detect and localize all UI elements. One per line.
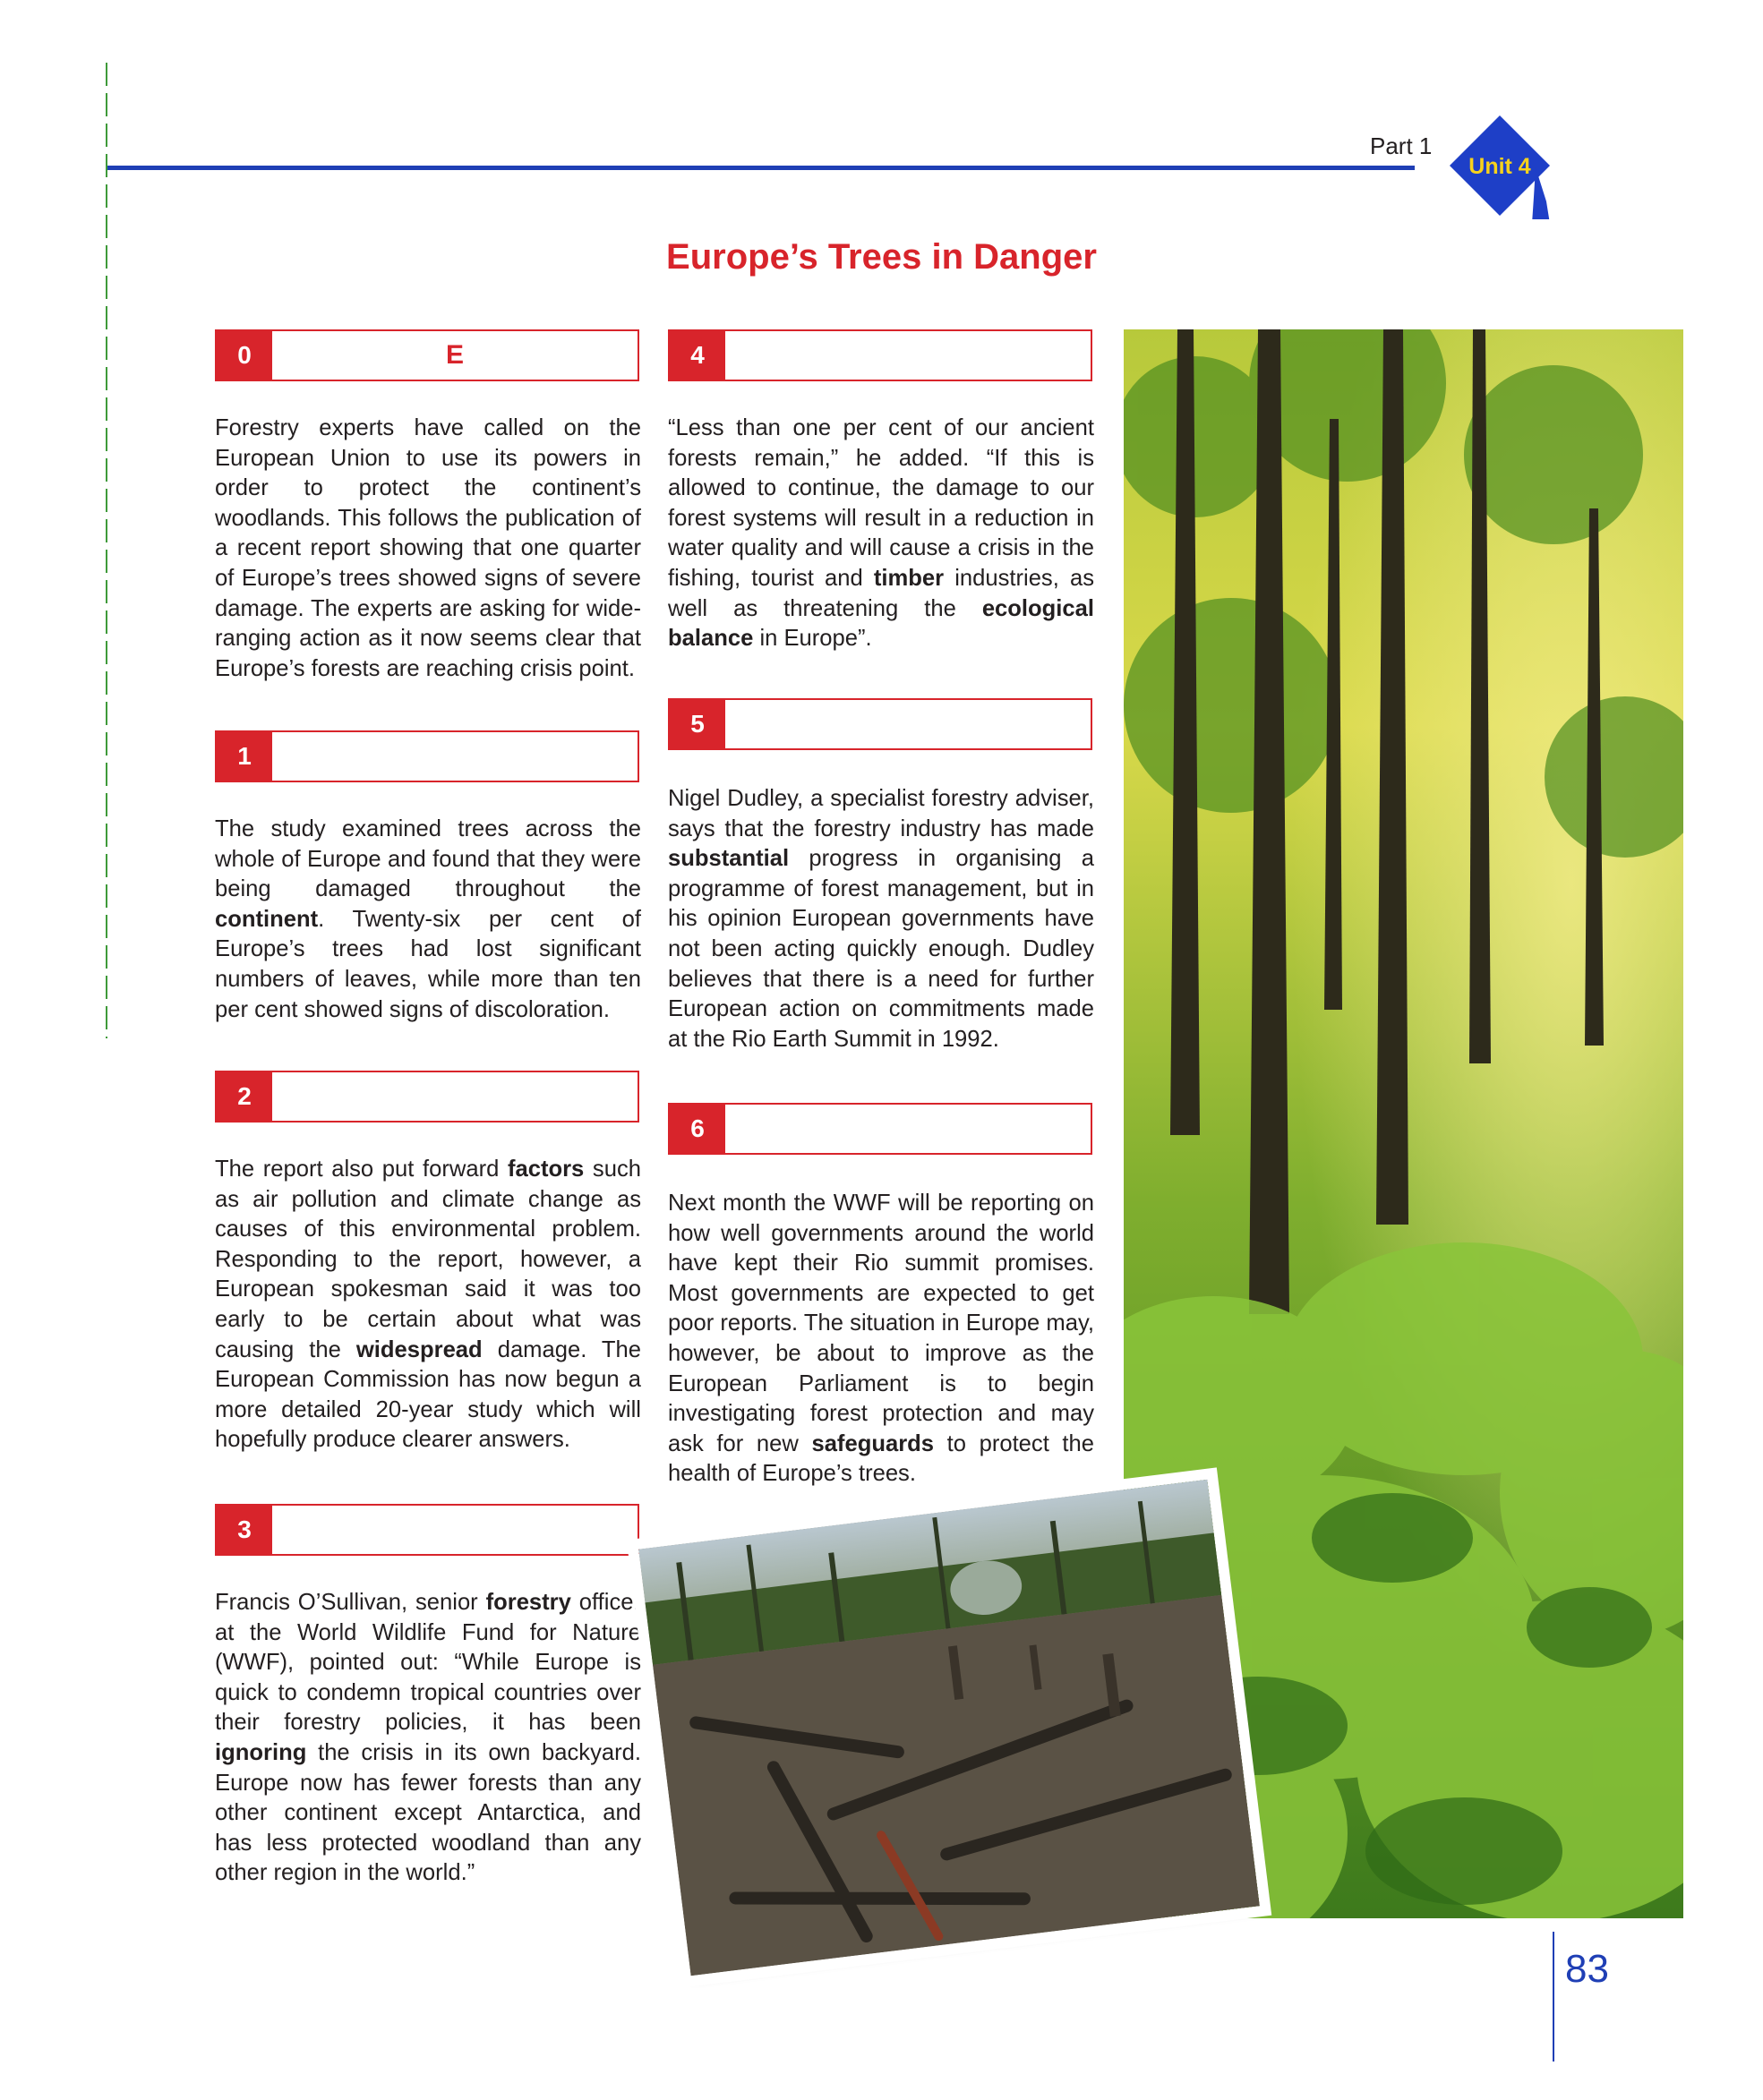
text-run: progress in organising a programme of forest management, but in his opinion European governments have not been acting quickly enough. Dudley believes that there is a need for further European action on commitments made at the Rio Earth Summit in 1992.: [668, 846, 1094, 1052]
text-run: to protect the health of Europe’s trees.: [668, 1430, 1095, 1487]
text-run: Francis O’Sullivan, senior: [215, 1590, 486, 1615]
section-paragraph: [215, 815, 641, 1025]
unit-badge: [1446, 112, 1553, 219]
section-heading-text: [725, 700, 1091, 748]
text-run: Nigel Dudley, a specialist forestry adviser, says that the forestry industry has made: [668, 786, 1094, 841]
section-heading-1: [215, 730, 639, 782]
text-run: The study examined trees across the whole of Europe and found that they were being damaged throughout the: [215, 816, 641, 902]
text-run: such as air pollution and climate change as causes of this environmental problem. Responding to the report, however, a European spokesman said it was too early to be certain about what was causing the: [215, 1157, 641, 1362]
bold-keyword: ignoring: [215, 1739, 307, 1765]
text-run: Next month the WWF will be reporting on how well governments around the world have kept their Rio summit promises. Most governments are expected to get poor reports. The situation in Europe may, however, be about to improve as the European Parliament is to begin investigating forest protection and may ask for new: [668, 1191, 1094, 1456]
section-paragraph: [215, 1155, 641, 1455]
section-heading-text: E: [445, 340, 464, 370]
section-number: 6: [670, 1105, 725, 1153]
text-run: in Europe”.: [753, 626, 872, 652]
section-heading-4: [668, 329, 1092, 381]
text-run: The report also put forward: [215, 1157, 508, 1182]
part-label: Part 1: [1370, 132, 1433, 159]
text-run: Forestry experts have called on the European Union to use its powers in order to protect the continent’s woodlands. This follows the publication of a recent report showing that one quarter of Europe’s trees showed signs of severe damage. The experts are asking for wide-ranging action as it now seems clear that Europe’s forests are reaching crisis point.: [215, 415, 641, 681]
section-heading-2: [215, 1071, 639, 1123]
section-heading-3: [215, 1504, 639, 1556]
section-heading-text: [725, 1105, 1091, 1153]
page-number-rule: [1553, 1932, 1554, 2062]
margin-line: [106, 63, 107, 1038]
header-rule: [107, 166, 1415, 170]
section-paragraph: [668, 1189, 1094, 1490]
bold-keyword: safeguards: [811, 1430, 935, 1456]
section-heading-text: [725, 331, 1091, 380]
text-run: “Less than one per cent of our ancient forests remain,” he added. “If this is allowed to continue, the damage to our forest systems will result in a reduction in water quality and will cause a crisis in the fishing, tourist and: [668, 415, 1094, 591]
section-heading-6: [668, 1103, 1092, 1155]
section-paragraph: [668, 414, 1094, 654]
section-number: 5: [670, 700, 725, 748]
section-paragraph: [215, 414, 641, 684]
section-heading-0: [215, 329, 639, 381]
section-paragraph: [668, 784, 1094, 1054]
unit-badge-label: Unit 4: [1468, 154, 1531, 179]
bold-keyword: timber: [873, 565, 945, 591]
bold-keyword: forestry: [485, 1590, 571, 1615]
section-heading-text: [272, 1506, 638, 1554]
section-number: 3: [217, 1506, 272, 1554]
page-title: Europe’s Trees in Danger: [666, 237, 1097, 277]
section-heading-text: [272, 732, 638, 781]
bold-keyword: factors: [507, 1157, 585, 1182]
section-number: 1: [217, 732, 272, 781]
section-number: 4: [670, 331, 725, 380]
bold-keyword: continent: [215, 906, 319, 932]
bold-keyword: widespread: [355, 1336, 483, 1362]
text-run: . Twenty-six per cent of Europe’s trees had lost significant numbers of leaves, while more than ten per cent showed signs of discoloration.: [215, 906, 641, 1022]
bold-keyword: ecological balance: [668, 595, 1094, 652]
section-heading-text: [272, 1072, 638, 1121]
bold-keyword: substantial: [668, 846, 790, 872]
text-run: damage. The European Commission has now begun a more detailed 20-year study which will hopefully produce clearer answers.: [215, 1336, 641, 1453]
text-run: industries, as well as threatening the: [668, 565, 1094, 621]
text-run: the crisis in its own backyard. Europe now has fewer forests than any other continent except Antarctica, and has less protected woodland than any other region in the world.”: [215, 1739, 641, 1886]
section-number: 2: [217, 1072, 272, 1121]
section-number: 0: [217, 331, 272, 380]
section-paragraph: [215, 1588, 641, 1889]
text-run: officer at the World Wildlife Fund for Nature (WWF), pointed out: “While Europe is quick to condemn tropical countries over their forestry policies, it has been: [215, 1590, 641, 1736]
section-heading-5: [668, 698, 1092, 750]
deforestation-photo: [638, 1480, 1260, 1976]
page-number: 83: [1565, 1947, 1609, 1991]
